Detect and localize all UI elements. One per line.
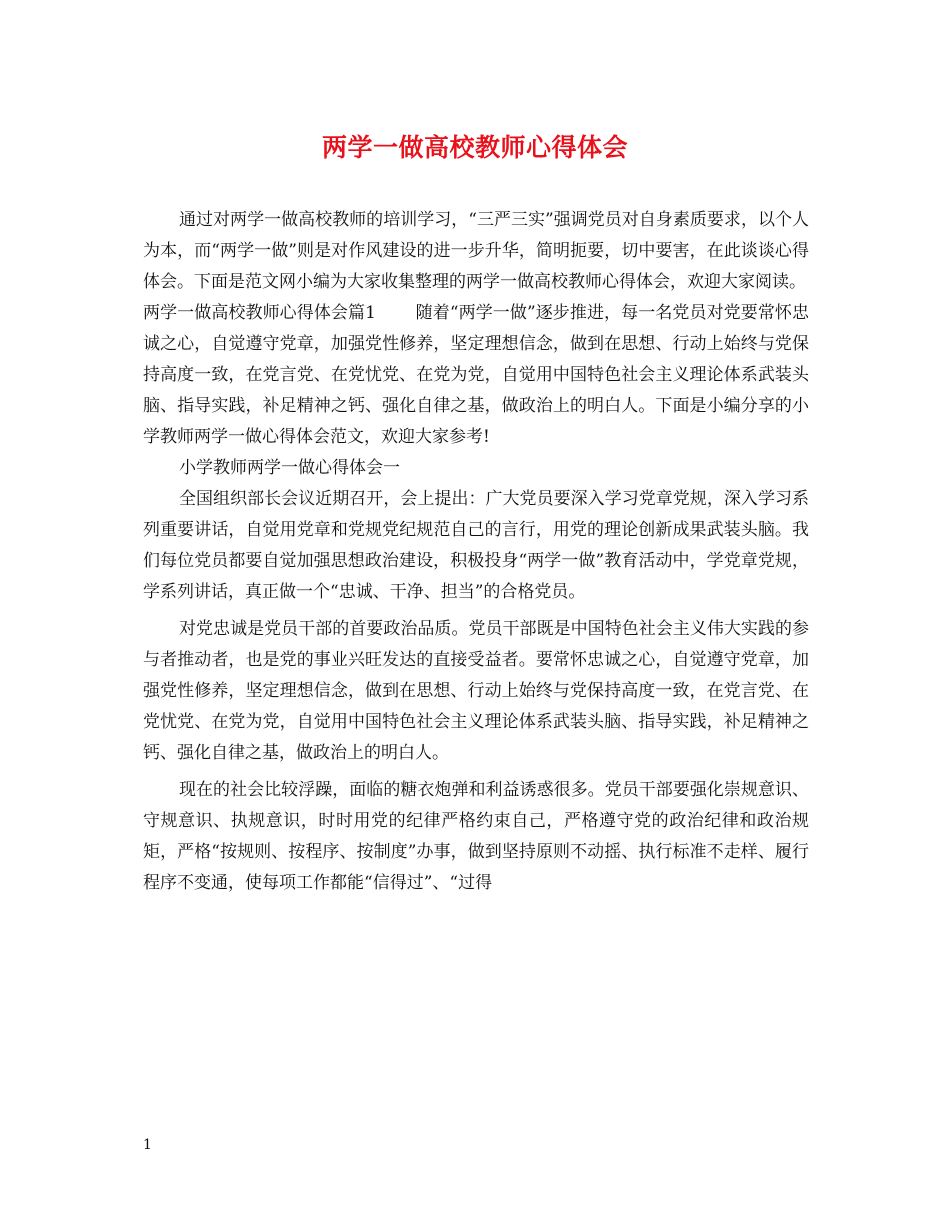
body-paragraph: 全国组织部长会议近期召开，会上提出：广大党员要深入学习党章党规，深入学习系列重要讲话，自觉用党章和党规党纪规范自己的言行，用党的理论创新成果武装头脑。我们每位党员都要自觉加强思想政治建设，积极投身“两学一做”教育活动中，学党章党规，学系列讲话，真正做一个“忠诚、干净、担当”的合格党员。 [143,489,809,602]
document-body [143,205,809,899]
document-title: 两学一做高校教师心得体会 [321,133,628,162]
page-number: 1 [143,1137,152,1153]
body-paragraph: 现在的社会比较浮躁，面临的糖衣炮弹和利益诱惑很多。党员干部要强化崇规意识、守规意识、执规意识，时时用党的纪律严格约束自己，严格遵守党的政治纪律和政治规矩，严格“按规则、按程序、按制度”办事，做到坚持原则不动摇、执行标准不走样、履行程序不变通，使每项工作都能“信得过”、“过得 [143,780,809,893]
intro-paragraph: 通过对两学一做高校教师的培训学习，“三严三实”强调党员对自身素质要求，以个人为本，而“两学一做”则是对作风建设的进一步升华，简明扼要，切中要害，在此谈谈心得体会。下面是范文网小编为大家收集整理的两学一做高校教师心得体会，欢迎大家阅读。 [143,210,809,292]
section-1-paragraph: 两学一做高校教师心得体会篇1 随着“两学一做”逐步推进，每一名党员对党要常怀忠诚之心，自觉遵守党章，加强党性修养，坚定理想信念，做到在思想、行动上始终与党保持高度一致，在党言党、在党忧党、在党为党，自觉用中国特色社会主义理论体系武装头脑、指导实践，补足精神之钙、强化自律之基，做政治上的明白人。下面是小编分享的小学教师两学一做心得体会范文，欢迎大家参考! [143,303,809,447]
subheading: 小学教师两学一做心得体会一 [179,458,400,478]
body-paragraph: 对党忠诚是党员干部的首要政治品质。党员干部既是中国特色社会主义伟大实践的参与者推动者，也是党的事业兴旺发达的直接受益者。要常怀忠诚之心，自觉遵守党章，加强党性修养，坚定理想信念，做到在思想、行动上始终与党保持高度一致，在党言党、在党忧党、在党为党，自觉用中国特色社会主义理论体系武装头脑、指导实践，补足精神之钙、强化自律之基，做政治上的明白人。 [143,619,809,763]
